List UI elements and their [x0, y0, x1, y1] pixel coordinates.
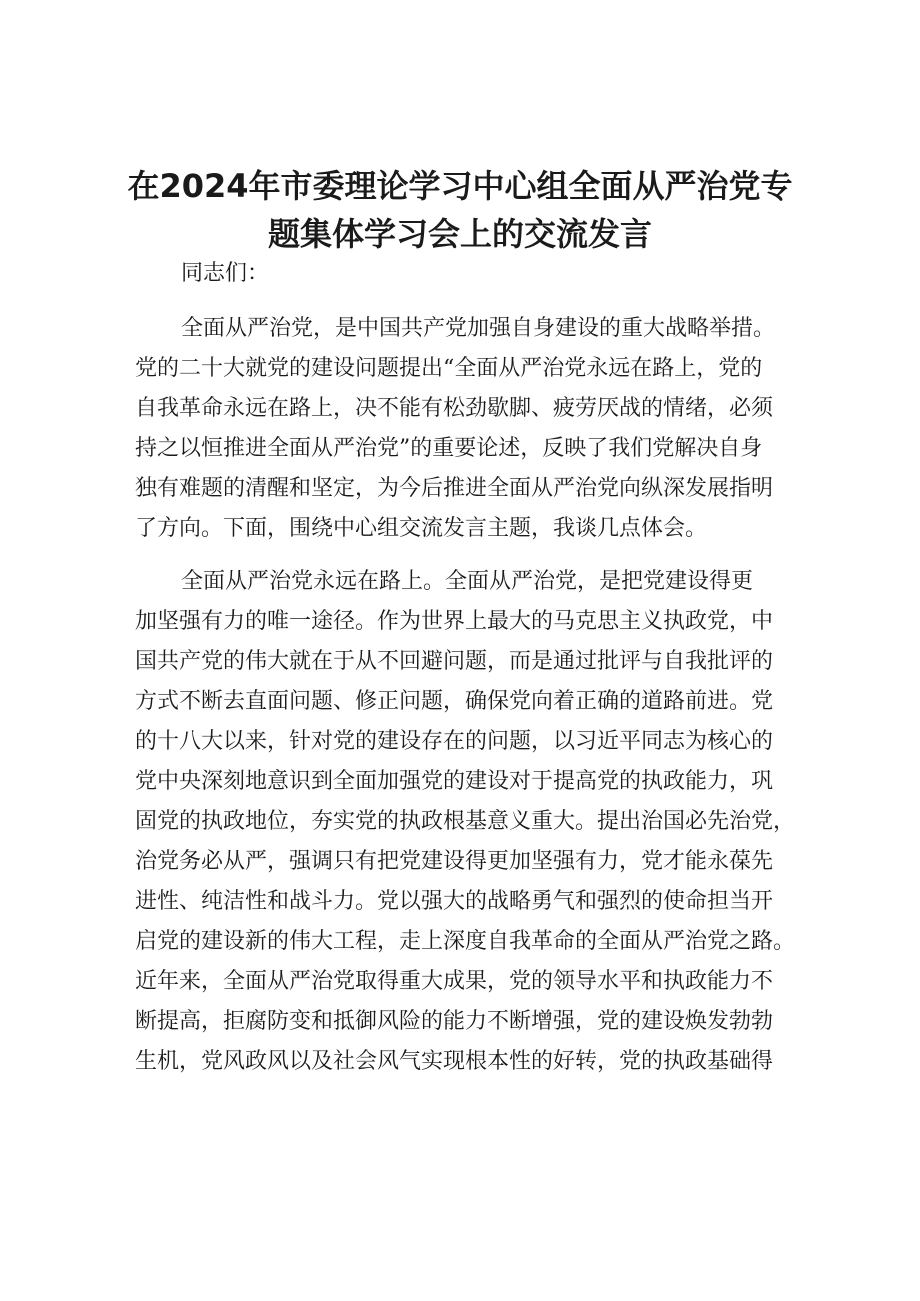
paragraph-line: 近年来，全面从严治党取得重大成果，党的领导水平和执政能力不 — [135, 969, 774, 994]
paragraph-line: 党的二十大就党的建设问题提出“全面从严治党永远在路上，党的 — [135, 356, 763, 381]
paragraph-line: 的十八大以来，针对党的建设存在的问题，以习近平同志为核心的 — [135, 729, 774, 754]
paragraph-2 — [135, 562, 805, 1082]
paragraph-line: 持之以恒推进全面从严治党”的重要论述，反映了我们党解决自身 — [135, 436, 763, 461]
paragraph-line: 了方向。下面，围绕中心组交流发言主题，我谈几点体会。 — [135, 516, 708, 541]
greeting: 同志们： — [181, 261, 270, 286]
paragraph-line: 断提高，拒腐防变和抵御风险的能力不断增强，党的建设焕发勃勃 — [135, 1009, 774, 1034]
paragraph-line: 方式不断去直面问题、修正问题，确保党向着正确的道路前进。党 — [135, 689, 774, 714]
paragraph-line: 自我革命永远在路上，决不能有松劲歇脚、疲劳厌战的情绪，必须 — [135, 396, 774, 421]
title-line-2: 题集体学习会上的交流发言 — [267, 215, 652, 253]
paragraph-line: 进性、纯洁性和战斗力。党以强大的战略勇气和强烈的使命担当开 — [135, 889, 774, 914]
paragraph-1 — [135, 309, 805, 549]
paragraph-line: 独有难题的清醒和坚定，为今后推进全面从严治党向纵深发展指明 — [135, 476, 774, 501]
paragraph-line: 启党的建设新的伟大工程，走上深度自我革命的全面从严治党之路。 — [135, 929, 796, 954]
paragraph-line: 国共产党的伟大就在于从不回避问题，而是通过批评与自我批评的 — [135, 649, 774, 674]
paragraph-line: 加坚强有力的唯一途径。作为世界上最大的马克思主义执政党，中 — [135, 609, 774, 634]
title-line-1: 在2024年市委理论学习中心组全面从严治党专 — [127, 167, 793, 205]
paragraph-line: 全面从严治党，是中国共产党加强自身建设的重大战略举措。 — [181, 316, 776, 341]
paragraph-line: 固党的执政地位，夯实党的执政根基意义重大。提出治国必先治党， — [135, 809, 796, 834]
paragraph-line: 党中央深刻地意识到全面加强党的建设对于提高党的执政能力，巩 — [135, 769, 774, 794]
document-title — [120, 162, 800, 258]
paragraph-line: 全面从严治党永远在路上。全面从严治党，是把党建设得更 — [181, 569, 754, 594]
paragraph-line: 生机，党风政风以及社会风气实现根本性的好转，党的执政基础得 — [135, 1049, 774, 1074]
paragraph-line: 治党务必从严，强调只有把党建设得更加坚强有力，党才能永葆先 — [135, 849, 774, 874]
